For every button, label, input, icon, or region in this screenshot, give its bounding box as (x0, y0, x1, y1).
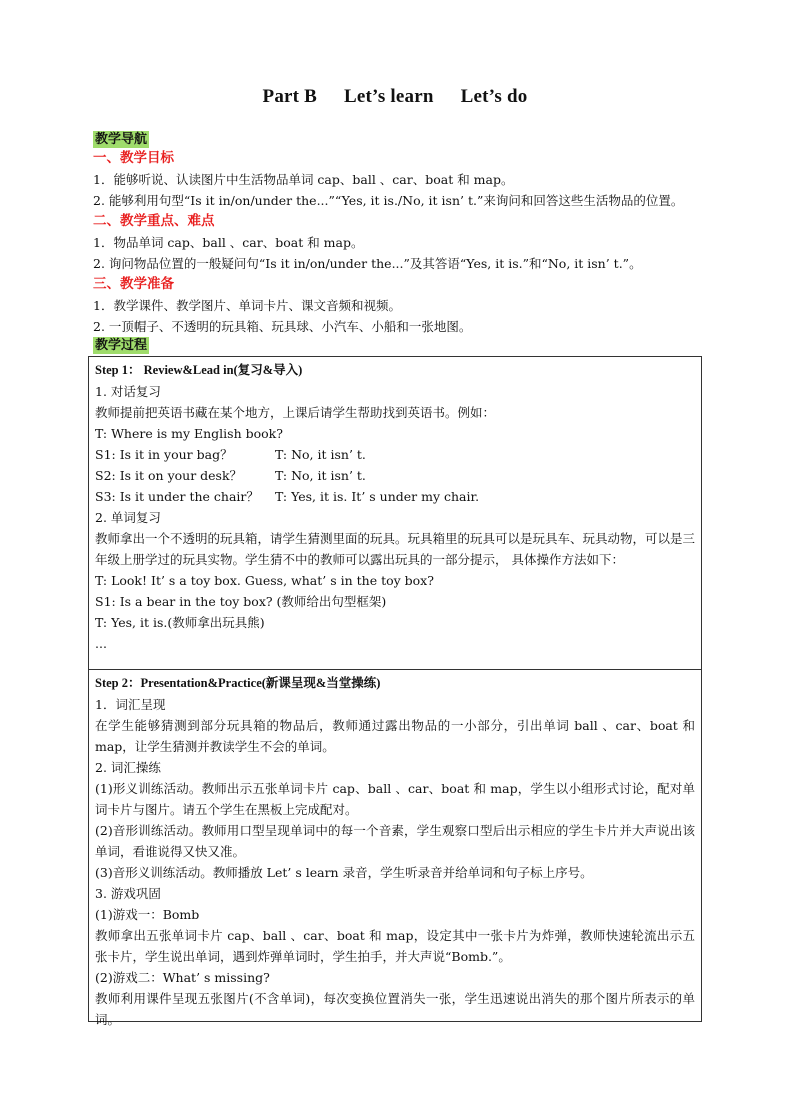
section-heading-preparation: 三、教学准备 (93, 276, 174, 292)
section-line: 1．能够听说、认读图片中生活物品单词 cap、ball 、car、boat 和 map。 (93, 172, 514, 187)
step2-cell (89, 670, 701, 1030)
process-table (88, 356, 702, 1027)
page-title (0, 86, 790, 108)
step2-paragraph: (2)音形训练活动。教师用口型呈现单词中的每一个音素，学生观察口型后出示相应的学生卡片并大声说出该单词，看谁说得又快又准。 (95, 823, 695, 859)
step1-heading: Step 1： Review&Lead in(复习&导入) (95, 363, 303, 377)
step1-line: S1: Is a bear in the toy box? (教师给出句型框架) (95, 594, 387, 609)
title-learn: Let’s learn (344, 86, 434, 107)
dialog-teacher: T: No, it isn’ t. (275, 468, 366, 483)
step2-sub1: 1．词汇呈现 (95, 697, 166, 712)
guide-label: 教学导航 (95, 132, 148, 147)
step1-cell (89, 357, 701, 670)
step2-paragraph: (1)形义训练活动。教师出示五张单词卡片 cap、ball 、car、boat 和 map，学生以小组形式讨论，配对单词卡片与图片。请五个学生在黑板上完成配对。 (95, 781, 695, 817)
step2-paragraph: (3)音形义训练活动。教师播放 Let’ s learn 录音，学生听录音并给单词和句子标上序号。 (95, 865, 593, 880)
dialog-teacher: T: No, it isn’ t. (275, 447, 366, 462)
step1-paragraph: 教师拿出一个不透明的玩具箱，请学生猜测里面的玩具。玩具箱里的玩具可以是玩具车、玩具动物，可以是三年级上册学过的玩具实物。学生猜不中的教师可以露出玩具的一部分提示， 具体操作方法如下： (95, 531, 696, 567)
dialog-student: S3: Is it under the chair？ (95, 489, 259, 504)
section-line: 2. 一顶帽子、不透明的玩具箱、玩具球、小汽车、小船和一张地图。 (93, 319, 472, 334)
step1-ellipsis: ... (95, 636, 107, 651)
section-line: 2. 询问物品位置的一般疑问句“Is it in/on/under the...”及其答语“Yes, it is.”和“No, it isn’ t.”。 (93, 256, 642, 271)
process-label: 教学过程 (95, 338, 148, 353)
dialog-student: S1: Is it in your bag？ (95, 447, 233, 462)
step2-paragraph: 在学生能够猜测到部分玩具箱的物品后，教师通过露出物品的一小部分，引出单词 ball 、car、boat 和 map，让学生猜测并教读学生不会的单词。 (95, 718, 695, 754)
step1-intro: 教师提前把英语书藏在某个地方，上课后请学生帮助找到英语书。例如： (95, 405, 496, 420)
section-heading-goals: 一、教学目标 (93, 150, 174, 166)
dialog-row (95, 486, 695, 507)
dialog-row (95, 465, 695, 486)
step2-sub2: 2. 词汇操练 (95, 760, 161, 775)
step2-paragraph: 教师利用课件呈现五张图片(不含单词)，每次变换位置消失一张，学生迅速说出消失的那个图片所表示的单词。 (95, 991, 695, 1027)
step1-line: T: Yes, it is.(教师拿出玩具熊) (95, 615, 265, 630)
step1-sub2: 2. 单词复习 (95, 510, 161, 525)
step2-paragraph: 教师拿出五张单词卡片 cap、ball 、car、boat 和 map，设定其中一张卡片为炸弹，教师快速轮流出示五张卡片，学生说出单词，遇到炸弹单词时，学生拍手，并大声说“Bomb.”。 (95, 928, 695, 964)
dialog-teacher: T: Yes, it is. It’ s under my chair. (275, 489, 480, 504)
title-do: Let’s do (460, 86, 528, 107)
step2-sub3: 3. 游戏巩固 (95, 886, 161, 901)
step1-sub1: 1. 对话复习 (95, 384, 161, 399)
dialog-student: S2: Is it on your desk？ (95, 468, 243, 483)
title-part: Part B (262, 86, 318, 107)
dialog-row (95, 444, 695, 465)
section-heading-key-points: 二、教学重点、难点 (93, 213, 215, 229)
teaching-guide (93, 131, 703, 354)
game-two-title: (2)游戏二：What’ s missing? (95, 970, 270, 985)
section-line: 1．教学课件、教学图片、单词卡片、课文音频和视频。 (93, 298, 401, 313)
step1-t-line: T: Where is my English book? (95, 426, 283, 441)
step2-heading: Step 2：Presentation&Practice(新课呈现&当堂操练) (95, 676, 381, 690)
step1-line: T: Look! It’ s a toy box. Guess, what’ s in the toy box? (95, 573, 434, 588)
game-one-title: (1)游戏一：Bomb (95, 907, 200, 922)
section-line: 2. 能够利用句型“Is it in/on/under the...”“Yes, it is./No, it isn’ t.”来询问和回答这些生活物品的位置。 (93, 193, 684, 208)
section-line: 1．物品单词 cap、ball 、car、boat 和 map。 (93, 235, 364, 250)
